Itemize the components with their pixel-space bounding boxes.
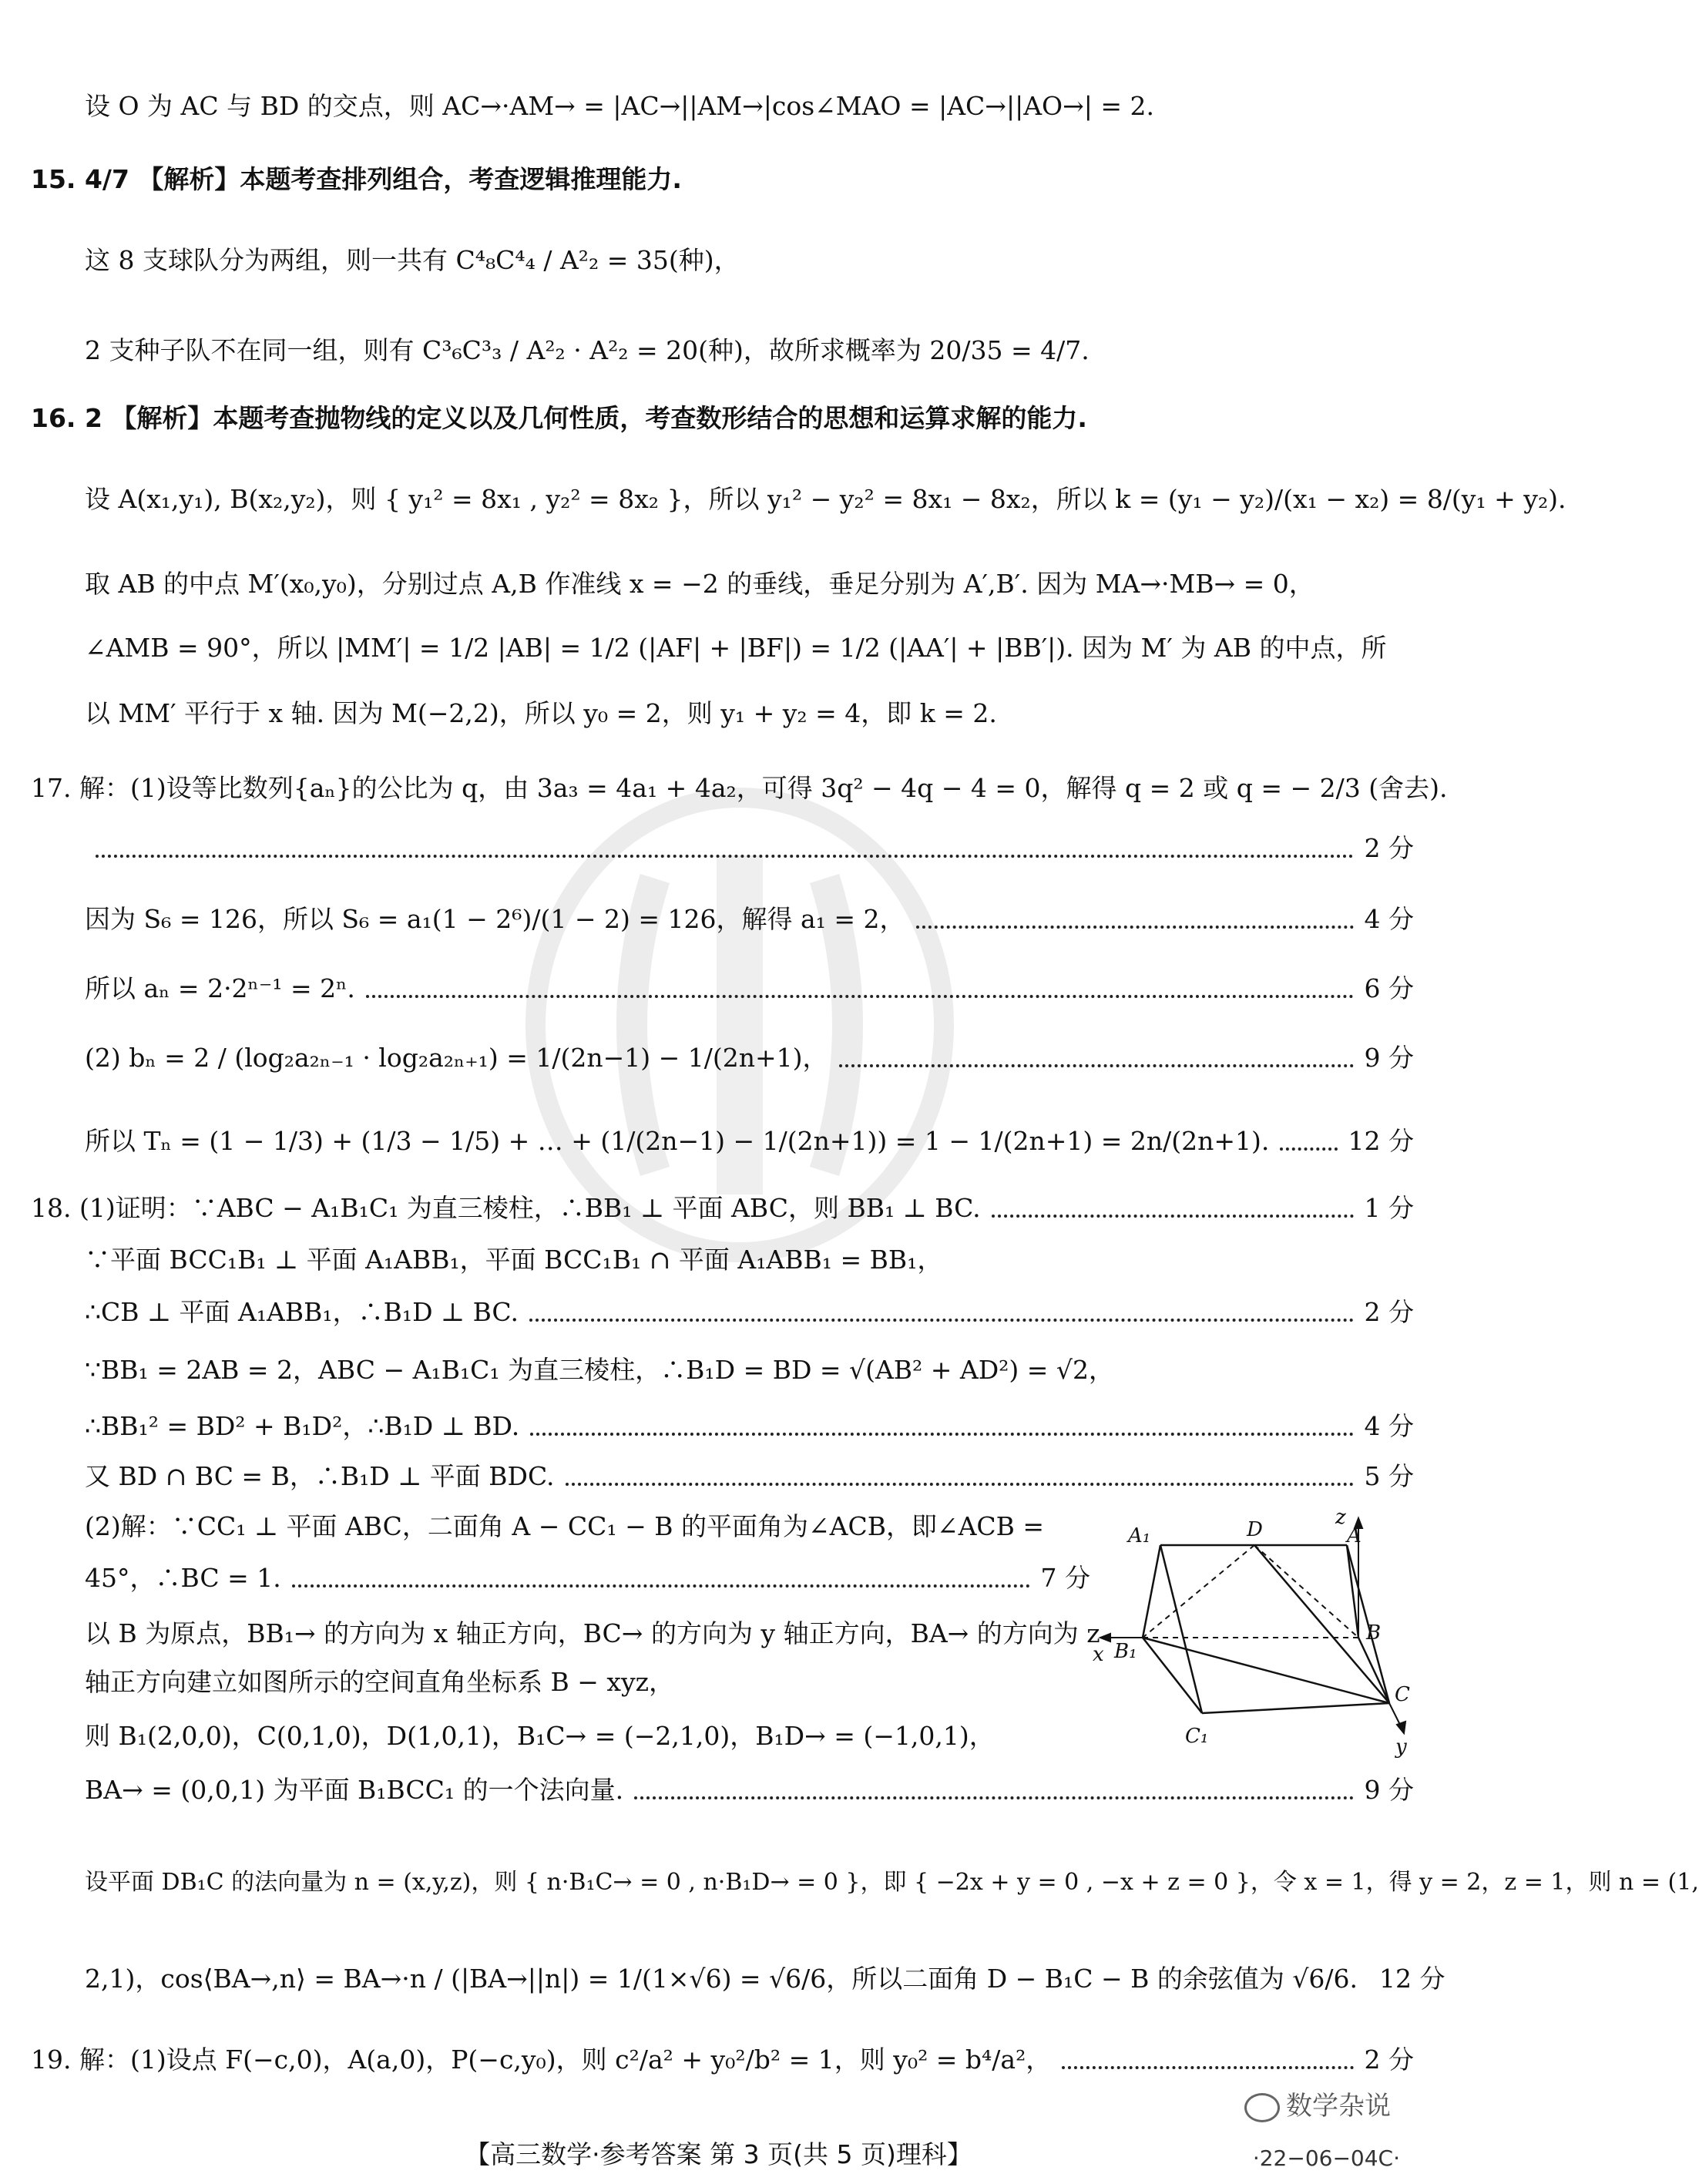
q19-score-row-1 [31,2042,1414,2078]
q18-score-row-7 [85,1961,1445,1997]
q16-line-1: 设 A(x₁,y₁), B(x₂,y₂)，则 { y₁² = 8x₁ , y₂² = 8x₂ }，所以 y₁² − y₂² = 8x₁ − 8x₂，所以 k = (y₁ − y₂)/(x₁ − x₂) = 8/(y₁ + y₂). [85,484,1566,514]
prism-figure [1093,1507,1416,1761]
edge-d-b-hidden [1254,1545,1358,1638]
score-12: 12 分 [1348,1126,1414,1156]
leader-dots [292,1584,1030,1588]
q17-line-4: (2) bₙ = 2 / (log₂a₂ₙ₋₁ · log₂a₂ₙ₊₁) = 1/(2n−1) − 1/(2n+1)， [85,1043,828,1073]
q17-line-1: 17. 解：(1)设等比数列{aₙ}的公比为 q，由 3a₃ = 4a₁ + 4a₂，可得 3q² − 4q − 4 = 0，解得 q = 2 或 q = − 2/3 (舍去). [31,773,1448,803]
q19-line-1: 19. 解：(1)设点 F(−c,0)，A(a,0)，P(−c,y₀)，则 c²/a² + y₀²/b² = 1，则 y₀² = b⁴/a²， [31,2045,1052,2075]
q17-score-row-1 [85,831,1414,866]
q18-line-9: 以 B 为原点，BB₁→ 的方向为 x 轴正方向，BC→ 的方向为 y 轴正方向，BA→ 的方向为 z [85,1618,1100,1648]
leader-dots [366,995,1354,998]
edge-b1-c [1143,1638,1389,1703]
edge-a-b [1347,1545,1358,1638]
edge-a1-b1 [1143,1545,1160,1638]
leader-dots [839,1064,1354,1067]
label-b1: B₁ [1114,1640,1137,1663]
q18-line-2: ∵平面 BCC₁B₁ ⊥ 平面 A₁ABB₁，平面 BCC₁B₁ ∩ 平面 A₁ABB₁ = BB₁， [85,1245,943,1275]
q18-line-5: ∴BB₁² = BD² + B₁D²，∴B₁D ⊥ BD. [85,1411,520,1441]
q18-score-row-4 [85,1459,1414,1494]
q18-line-7: (2)解：∵CC₁ ⊥ 平面 ABC，二面角 A − CC₁ − B 的平面角为∠ACB，即∠ACB = [85,1511,1045,1541]
edge-d-b1-hidden [1143,1545,1254,1638]
score-9: 9 分 [1364,1775,1414,1805]
score-4: 4 分 [1364,904,1414,934]
label-c1: C₁ [1185,1725,1209,1748]
q18-line-12: BA→ = (0,0,1) 为平面 B₁BCC₁ 的一个法向量. [85,1775,624,1805]
q18-line-14: 2,1)，cos⟨BA→,n⟩ = BA→·n / (|BA→||n|) = 1/(1×√6) = √6/6，所以二面角 D − B₁C − B 的余弦值为 √6/6. [85,1964,1358,1994]
score-12: 12 分 [1379,1964,1445,1994]
doc-code: ·22−06−04C· [1252,2145,1400,2171]
label-a1: A₁ [1128,1524,1151,1547]
q18-score-row-1 [31,1191,1414,1226]
q18-line-3: ∴CB ⊥ 平面 A₁ABB₁，∴B₁D ⊥ BC. [85,1297,519,1327]
label-b: B [1366,1621,1382,1645]
q17-line-2: 因为 S₆ = 126，所以 S₆ = a₁(1 − 2⁶)/(1 − 2) = 126，解得 a₁ = 2， [85,904,905,934]
q18-line-4: ∵BB₁ = 2AB = 2，ABC − A₁B₁C₁ 为直三棱柱，∴B₁D = BD = √(AB² + AD²) = √2， [85,1355,1114,1385]
label-z: z [1335,1506,1346,1529]
q16-line-3: ∠AMB = 90°，所以 |MM′| = 1/2 |AB| = 1/2 (|AF| + |BF|) = 1/2 (|AA′| + |BB′|). 因为 M′ 为 AB 的中点，所 [85,633,1387,663]
q16-header: 16. 2 【解析】本题考查抛物线的定义以及几何性质，考查数形结合的思想和运算求解的能力. [31,403,1087,433]
leader-dots [1062,2066,1353,2069]
q18-line-10: 轴正方向建立如图所示的空间直角坐标系 B − xyz， [85,1667,675,1697]
wechat-logo [1244,2085,1391,2122]
q18-line-6: 又 BD ∩ BC = B，∴B₁D ⊥ 平面 BDC. [85,1461,555,1491]
q17-line-5: 所以 Tₙ = (1 − 1/3) + (1/3 − 1/5) + … + (1/(2n−1) − 1/(2n+1)) = 1 − 1/(2n+1) = 2n/(2n+1). [85,1126,1270,1156]
score-2: 2 分 [1364,2045,1414,2075]
label-y: y [1395,1735,1407,1759]
q15-header: 15. 4/7 【解析】本题考查排列组合，考查逻辑推理能力. [31,164,682,194]
y-arrow [1397,1722,1405,1733]
score-1: 1 分 [1364,1193,1414,1223]
x-arrow [1100,1634,1110,1641]
leader-dots [530,1433,1353,1436]
leader-dots [916,926,1354,929]
leader-dots [96,855,1354,858]
q17-score-row-4 [85,1040,1414,1076]
score-2: 2 分 [1364,1297,1414,1327]
score-4: 4 分 [1364,1411,1414,1441]
page-footer: 【高三数学·参考答案 第 3 页(共 5 页)理科】 [465,2139,972,2169]
q18-score-row-6 [85,1772,1414,1808]
score-5: 5 分 [1364,1461,1414,1491]
label-x: x [1093,1643,1104,1666]
score-6: 6 分 [1364,973,1414,1003]
q15-line-1: 这 8 支球队分为两组，则一共有 C⁴₈C⁴₄ / A²₂ = 35(种)， [85,245,740,275]
q18-score-row-3 [85,1409,1414,1444]
y-axis [1389,1703,1401,1726]
q18-line-8: 45°，∴BC = 1. [85,1563,281,1593]
q18-line-13: 设平面 DB₁C 的法向量为 n = (x,y,z)，则 { n·B₁C→ = 0 , n·B₁D→ = 0 }，即 { −2x + y = 0 , −x + z = 0 }，令 x = 1，得 y = 2，z = 1，则 n = (1, [85,1869,1699,1896]
q18-line-11: 则 B₁(2,0,0)，C(0,1,0)，D(1,0,1)，B₁C→ = (−2,1,0)，B₁D→ = (−1,0,1)， [85,1721,995,1751]
edge-c1-c [1202,1703,1389,1713]
leader-dots [634,1796,1353,1799]
q18-line-1: 18. (1)证明：∵ABC − A₁B₁C₁ 为直三棱柱，∴BB₁ ⊥ 平面 ABC，则 BB₁ ⊥ BC. [31,1193,981,1223]
q18-score-row-5 [85,1561,1090,1596]
score-7: 7 分 [1040,1563,1090,1593]
leader-dots [529,1319,1354,1322]
leader-dots [992,1215,1354,1218]
q16-line-4: 以 MM′ 平行于 x 轴. 因为 M(−2,2)，所以 y₀ = 2，则 y₁ + y₂ = 4，即 k = 2. [85,698,997,728]
q15-line-2: 2 支种子队不在同一组，则有 C³₆C³₃ / A²₂ · A²₂ = 20(种)，故所求概率为 20/35 = 4/7. [85,335,1090,365]
leader-dots [566,1483,1354,1486]
chat-bubble-icon [1244,2093,1280,2122]
label-c: C [1395,1683,1410,1706]
q18-score-row-2 [85,1295,1414,1330]
logo-text: 数学杂说 [1286,2091,1391,2122]
q16-line-2: 取 AB 的中点 M′(x₀,y₀)，分别过点 A,B 作准线 x = −2 的垂线，垂足分别为 A′,B′. 因为 MA→·MB→ = 0， [85,569,1315,599]
q14-conclusion: 设 O 为 AC 与 BD 的交点，则 AC→·AM→ = |AC→||AM→|cos∠MAO = |AC→||AO→| = 2. [85,91,1154,121]
q17-line-3: 所以 aₙ = 2·2ⁿ⁻¹ = 2ⁿ. [85,973,355,1003]
leader-dots [1280,1147,1337,1151]
q17-score-row-5 [85,1124,1414,1159]
label-d: D [1247,1518,1263,1541]
q17-score-row-3 [85,971,1414,1006]
label-a: A [1347,1524,1362,1547]
score-2: 2 分 [1364,833,1414,863]
score-9: 9 分 [1364,1043,1414,1073]
q17-score-row-2 [85,902,1414,937]
